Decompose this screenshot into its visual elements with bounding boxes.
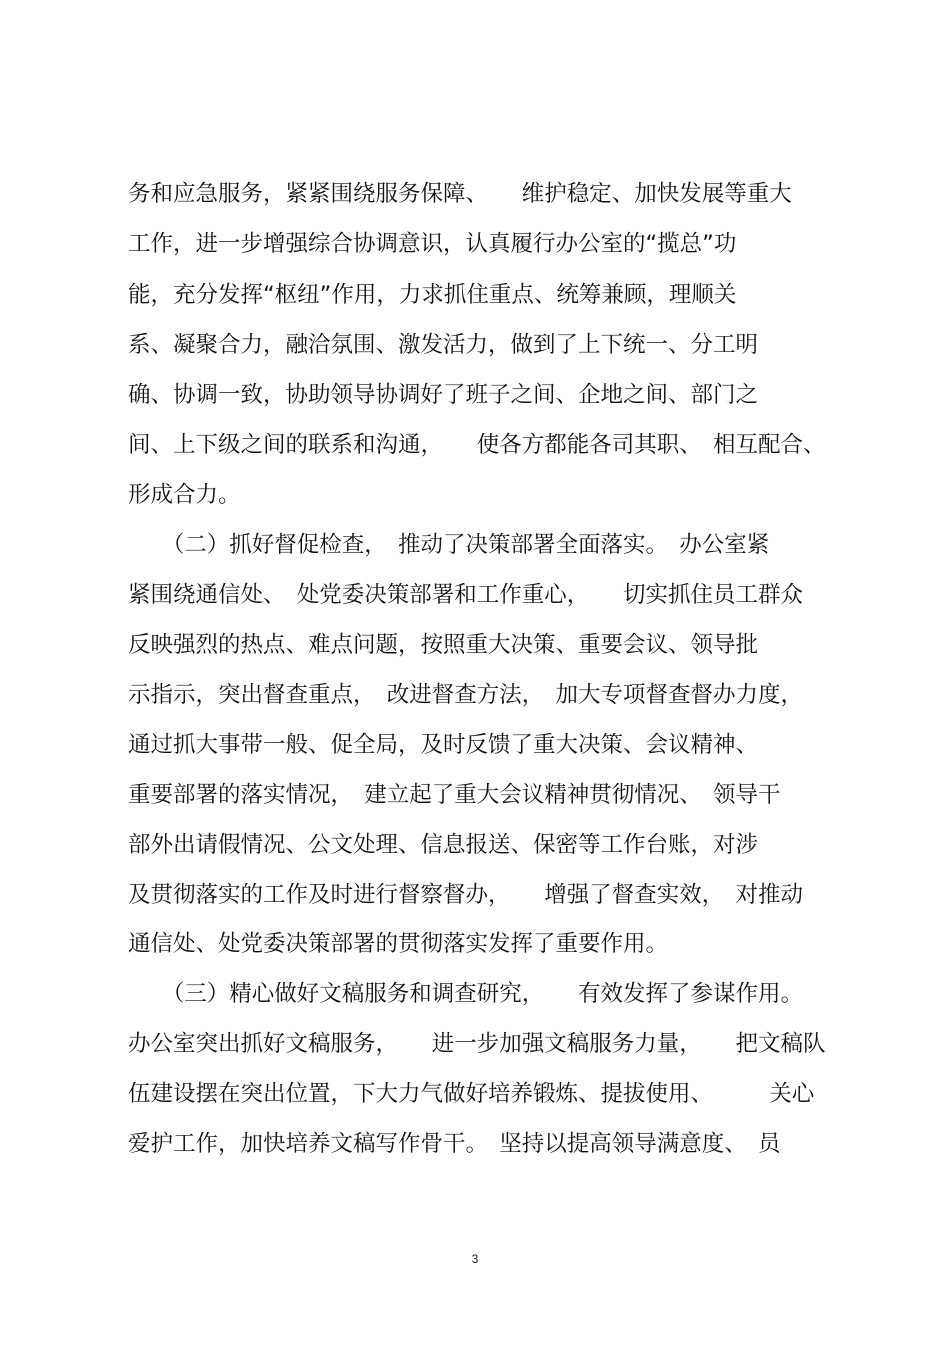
text-line: 工作，进一步增强综合协调意识，认真履行办公室的“揽总”功 — [128, 231, 737, 257]
page-number: 3 — [471, 1252, 479, 1266]
text-line: 重要部署的落实情况， 建立起了重大会议精神贯彻情况、 领导干 — [128, 782, 781, 808]
text-line: 紧围绕通信处、 处党委决策部署和工作重心， 切实抓住员工群众 — [128, 582, 804, 608]
text-line: 及贯彻落实的工作及时进行督察督办， 增强了督查实效， 对推动 — [128, 882, 804, 908]
text-line: （二）抓好督促检查， 推动了决策部署全面落实。 办公室紧 — [128, 532, 770, 558]
text-line: 间、上下级之间的联系和沟通， 使各方都能各司其职、 相互配合、 — [128, 432, 826, 458]
text-line: 能，充分发挥“枢纽”作用，力求抓住重点、统筹兼顾，理顺关 — [128, 282, 737, 308]
text-line: 办公室突出抓好文稿服务， 进一步加强文稿服务力量， 把文稿队 — [128, 1031, 826, 1057]
text-line: 反映强烈的热点、难点问题，按照重大决策、重要会议、领导批 — [128, 632, 759, 658]
text-line: 爱护工作，加快培养文稿写作骨干。 坚持以提高领导满意度、 员 — [128, 1131, 781, 1157]
text-line: 务和应急服务，紧紧围绕服务保障、 维护稳定、加快发展等重大 — [128, 181, 792, 207]
text-line: 系、凝聚合力，融洽氛围、激发活力，做到了上下统一、分工明 — [128, 332, 759, 358]
text-line: 伍建设摆在突出位置，下大力气做好培养锻炼、提拔使用、 关心 — [128, 1081, 815, 1107]
text-line: （三）精心做好文稿服务和调查研究， 有效发挥了参谋作用。 — [128, 981, 804, 1007]
text-line: 示指示，突出督查重点， 改进督查方法， 加大专项督查督办力度， — [128, 682, 804, 708]
text-line: 通过抓大事带一般、促全局，及时反馈了重大决策、会议精神、 — [128, 732, 759, 758]
text-line: 通信处、处党委决策部署的贯彻落实发挥了重要作用。 — [128, 931, 669, 957]
text-line: 部外出请假情况、公文处理、信息报送、保密等工作台账，对涉 — [128, 832, 759, 858]
text-line: 形成合力。 — [128, 482, 241, 508]
text-line: 确、协调一致，协助领导协调好了班子之间、企地之间、部门之 — [128, 382, 759, 408]
